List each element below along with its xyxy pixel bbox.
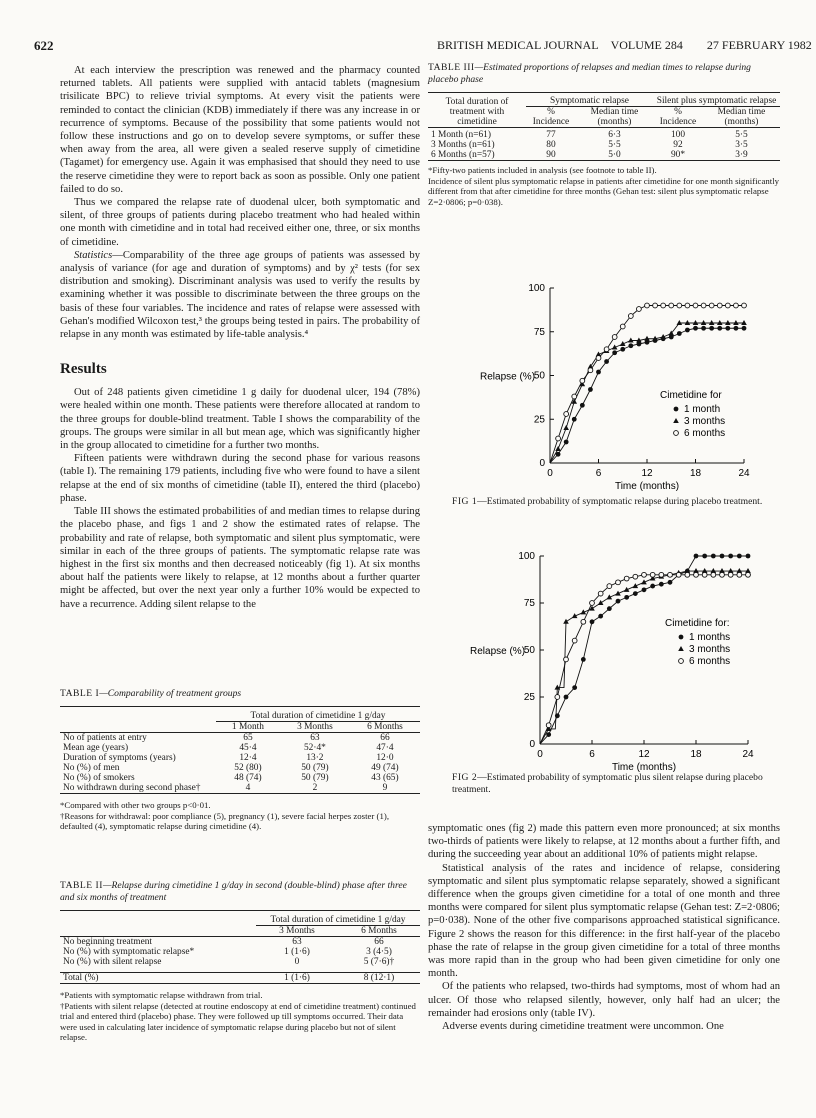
data-point-6-months xyxy=(607,584,612,589)
figure-2-caption: FIG 2—Estimated probability of symptomatic plus silent relapse during placebo treatment. xyxy=(452,772,763,795)
y-tick-label: 100 xyxy=(518,551,535,562)
data-point-6-months xyxy=(659,572,664,577)
data-point-3-months xyxy=(563,619,569,624)
y-tick-label: 50 xyxy=(533,370,545,382)
data-point-6-months xyxy=(572,638,577,643)
data-point-6-months xyxy=(637,307,642,312)
x-axis-label: Time (months) xyxy=(611,762,677,773)
table-3-footnote: *Fifty-two patients included in analysis (see footnote to table II). xyxy=(428,165,657,175)
data-point-3-months xyxy=(725,320,731,325)
table-1 xyxy=(60,688,420,832)
data-point-1-month xyxy=(694,554,699,559)
x-tick-label: 24 xyxy=(738,468,750,479)
data-point-1-month xyxy=(642,587,647,592)
table-2-col: 3 Months xyxy=(279,926,315,936)
data-point-6-months xyxy=(628,314,633,319)
data-point-6-months xyxy=(685,572,690,577)
data-point-6-months xyxy=(717,303,722,308)
y-tick-label: 50 xyxy=(523,645,535,656)
table-1-col: 1 Month xyxy=(231,722,264,732)
table-row: 1 Month (n=61) 77 6·3 100 5·5 xyxy=(431,130,748,140)
data-point-1-month xyxy=(572,417,577,422)
table-1-grid xyxy=(60,711,420,794)
y-axis-label: Relapse (%) xyxy=(480,371,536,383)
data-point-6-months xyxy=(650,572,655,577)
data-point-1-month xyxy=(717,326,722,331)
data-point-1-month xyxy=(709,326,714,331)
table-3-sub: % Incidence xyxy=(659,107,697,127)
series-line xyxy=(550,306,744,464)
table-1-caption: TABLE I—Comparability of treatment groups xyxy=(60,688,242,699)
table-row: No (%) with silent relapse 0 5 (7·6)† xyxy=(63,957,395,967)
data-point-6-months xyxy=(546,723,551,728)
data-point-6-months xyxy=(661,303,666,308)
data-point-6-months xyxy=(645,303,650,308)
body-paragraph: Table III shows the estimated probabilities of and median times to relapse during the placebo phase, and figs 1 and 2 show the estimated rates of relapse. The probability and rate of relapse, both symptomatic and silent plus symptomatic, were similar in each of the three groups of patients. The symptomatic relapse rate was highest in the first six months and then decreased noticeably (fig 1). At six months about half the patients were likely to relapse, at 12 months about a further quarter might be affected, but over the next year only a further 10% would be expected to have a recurrence. Adding silent relapse to the xyxy=(60,506,420,610)
left-column xyxy=(60,64,420,611)
results-heading: Results xyxy=(60,361,107,378)
x-tick-label: 6 xyxy=(589,749,595,760)
data-point-3-months xyxy=(628,338,634,343)
body-paragraph: Fifteen patients were withdrawn during the second phase for various reasons (table I). The remaining 179 patients, including five who were found to have a silent relapse at the end of six months of cimetidine (table II), entered the third (placebo) phase. xyxy=(60,453,420,504)
x-tick-label: 18 xyxy=(689,468,702,479)
data-point-1-month xyxy=(728,554,733,559)
data-point-6-months xyxy=(572,394,577,399)
data-point-6-months xyxy=(668,572,673,577)
data-point-3-months xyxy=(563,425,569,430)
table-row: Duration of symptoms (years) 12·4 13·2 12·0 xyxy=(63,753,394,763)
data-point-1-month xyxy=(746,554,751,559)
data-point-6-months xyxy=(677,303,682,308)
data-point-3-months xyxy=(677,320,683,325)
table-2-group-header: Total duration of cimetidine 1 g/day xyxy=(256,915,420,926)
data-point-1-month xyxy=(679,635,684,640)
data-point-6-months xyxy=(612,335,617,340)
data-point-1-month xyxy=(546,732,551,737)
data-point-6-months xyxy=(604,347,609,352)
data-point-1-month xyxy=(624,595,629,600)
table-row: No (%) of men 52 (80) 50 (79) 49 (74) xyxy=(63,763,399,773)
table-row: 6 Months (n=57) 90 5·0 90* 3·9 xyxy=(428,150,780,161)
table-2-grid xyxy=(60,915,420,984)
data-point-1-month xyxy=(564,695,569,700)
data-point-1-month xyxy=(620,347,625,352)
y-tick-label: 100 xyxy=(528,283,545,294)
x-tick-label: 12 xyxy=(641,468,653,479)
body-paragraph: Adverse events during cimetidine treatment were uncommon. One xyxy=(442,1021,724,1033)
data-point-6-months xyxy=(556,436,561,441)
body-paragraph: At each interview the prescription was renewed and the pharmacy counted returned tablets. All patients were supplied with antacid tablets (magnesium trisilicate BPC) to relieve trivial symptoms. At every visit the patients were reminded to contact the clinician (KDB) immediately if there was any increase in or recurrence of symptoms. Because of the possibility that some patients would not follow these instructions and go on to develop severe symptoms, or suffer these when away from the area, all were given a sealed reserve supply of cimetidine (Tagamet) for emergency use. Again it was emphasised that should they need to use the reserve cimetidine they were to report back as soon as possible. Only one patient failed to do so. xyxy=(60,65,420,195)
data-point-6-months xyxy=(679,659,684,664)
data-point-1-month xyxy=(701,326,706,331)
data-point-3-months xyxy=(741,320,747,325)
table-row: No of patients at entry 65 63 66 xyxy=(63,733,390,743)
data-point-3-months xyxy=(555,446,561,451)
data-point-6-months xyxy=(742,303,747,308)
x-tick-label: 0 xyxy=(537,749,543,760)
data-point-6-months xyxy=(709,303,714,308)
table-3-grid xyxy=(428,96,780,161)
table-3-group: Symptomatic relapse xyxy=(526,96,653,107)
y-tick-label: 0 xyxy=(529,739,535,750)
data-point-1-month xyxy=(674,407,679,412)
data-point-1-month xyxy=(580,403,585,408)
journal-name: BRITISH MEDICAL JOURNAL xyxy=(437,38,599,52)
data-point-3-months xyxy=(678,646,684,651)
legend-label: 1 months xyxy=(689,632,731,643)
data-point-1-month xyxy=(668,580,673,585)
data-point-6-months xyxy=(701,303,706,308)
data-point-6-months xyxy=(728,572,733,577)
table-row: Mean age (years) 45·4 52·4* 47·4 xyxy=(63,743,394,753)
data-point-6-months xyxy=(580,378,585,383)
data-point-6-months xyxy=(746,572,751,577)
figure-1-caption: FIG 1—Estimated probability of symptomatic relapse during placebo treatment. xyxy=(452,496,763,507)
data-point-1-month xyxy=(628,343,633,348)
data-point-1-month xyxy=(588,387,593,392)
table-3-sub: Median time (months) xyxy=(717,107,766,127)
table-1-footnote: †Reasons for withdrawal: poor compliance (5), pregnancy (1), severe facial herpes zoster (1), defaulted (4), symptomatic relapse during cimetidine (4). xyxy=(60,810,390,832)
data-point-6-months xyxy=(711,572,716,577)
body-paragraph: symptomatic ones (fig 2) made this pattern even more pronounced; at six months two-thirds of patients were likely to relapse, at 12 months about a further fifth, and during the succeeding year about an additional 10% of patients might relapse. xyxy=(428,823,780,861)
journal-volume: VOLUME 284 xyxy=(610,38,683,52)
data-point-6-months xyxy=(555,695,560,700)
data-point-6-months xyxy=(642,572,647,577)
body-paragraph: Out of 248 patients given cimetidine 1 g daily for duodenal ulcer, 194 (78%) were healed within one month. These patients were therefore allocated at random to the three groups for double-blind treatment. Table I shows the comparability of the groups. The groups were similar in all but mean age, which was significantly higher in the group allocated to cimetidine for a further two months. xyxy=(60,387,420,452)
data-point-1-month xyxy=(720,554,725,559)
data-point-1-month xyxy=(612,350,617,355)
data-point-6-months xyxy=(676,572,681,577)
data-point-6-months xyxy=(693,303,698,308)
data-point-1-month xyxy=(734,326,739,331)
data-point-6-months xyxy=(620,324,625,329)
data-point-1-month xyxy=(650,584,655,589)
data-point-1-month xyxy=(737,554,742,559)
data-point-1-month xyxy=(607,606,612,611)
data-point-6-months xyxy=(588,368,593,373)
data-point-6-months xyxy=(564,657,569,662)
body-paragraph: Of the patients who relapsed, two-thirds had symptoms, most of whom had an ulcer. Of those who relapsed silently, however, only half had an ulcer; the remainder had erosions only (table IV). xyxy=(428,981,780,1019)
data-point-6-months xyxy=(653,303,658,308)
data-point-1-month xyxy=(725,326,730,331)
legend-label: 3 months xyxy=(684,416,726,427)
y-tick-label: 75 xyxy=(523,598,535,609)
page-number: 622 xyxy=(34,38,54,53)
table-1-col: 6 Months xyxy=(367,722,403,732)
running-header xyxy=(437,38,812,53)
data-point-6-months xyxy=(737,572,742,577)
table-2 xyxy=(60,880,420,1043)
data-point-1-month xyxy=(711,554,716,559)
y-axis-label: Relapse (%) xyxy=(470,646,526,657)
table-2-col: 6 Months xyxy=(361,926,397,936)
x-tick-label: 18 xyxy=(690,749,702,760)
data-point-3-months xyxy=(644,336,650,341)
data-point-1-month xyxy=(564,440,569,445)
journal-date: 27 FEBRUARY 1982 xyxy=(706,38,812,52)
table-row: No (%) of smokers 48 (74) 50 (79) 43 (65) xyxy=(63,773,399,783)
data-point-1-month xyxy=(742,326,747,331)
y-tick-label: 25 xyxy=(523,692,535,703)
table-2-footnote: †Patients with silent relapse (detected at routine endoscopy at end of cimetidine treatment) continued trial and entered third (placebo) phase. They were followed up till symptoms occurred. Their data were used in calculating later incidence of symptomatic relapse during placebo but not of silent relapse. xyxy=(60,1000,416,1043)
data-point-6-months xyxy=(734,303,739,308)
table-1-group-header: Total duration of cimetidine 1 g/day xyxy=(216,711,420,722)
figure-1-chart xyxy=(440,278,780,493)
data-point-6-months xyxy=(624,576,629,581)
statistics-lead: Statistics xyxy=(74,249,113,261)
legend-label: 6 months xyxy=(684,428,726,439)
data-point-6-months xyxy=(669,303,674,308)
table-3-group: Silent plus symptomatic relapse xyxy=(653,96,780,107)
data-point-6-months xyxy=(702,572,707,577)
y-tick-label: 0 xyxy=(539,458,545,469)
data-point-6-months xyxy=(616,580,621,585)
data-point-1-month xyxy=(604,359,609,364)
data-point-6-months xyxy=(685,303,690,308)
table-3 xyxy=(428,62,780,207)
table-1-col: 3 Months xyxy=(297,722,333,732)
x-tick-label: 0 xyxy=(547,468,553,479)
right-column xyxy=(428,822,780,1033)
data-point-1-month xyxy=(572,685,577,690)
data-point-1-month xyxy=(616,599,621,604)
data-point-1-month xyxy=(581,657,586,662)
data-point-6-months xyxy=(590,601,595,606)
data-point-6-months xyxy=(596,356,601,361)
data-point-1-month xyxy=(596,370,601,375)
data-point-3-months xyxy=(717,320,723,325)
legend-label: 3 months xyxy=(689,644,731,655)
legend-label: 1 month xyxy=(684,404,721,415)
data-point-6-months xyxy=(674,431,679,436)
table-total-row: Total (%) 1 (1·6) 8 (12·1) xyxy=(60,973,420,984)
data-point-3-months xyxy=(673,418,679,423)
y-tick-label: 25 xyxy=(533,414,545,426)
data-point-1-month xyxy=(659,582,664,587)
table-row: No withdrawn during second phase† 4 2 9 xyxy=(60,783,420,794)
x-tick-label: 12 xyxy=(638,749,650,760)
table-2-caption: TABLE II—Relapse during cimetidine 1 g/day in second (double-blind) phase after three and six months of treatment xyxy=(60,880,407,903)
body-paragraph: Thus we compared the relapse rate of duodenal ulcer, both symptomatic and silent, of three groups of patients during placebo treatment who had healed within one month with cimetidine and in total had received either one, three, or six months of cimetidine. xyxy=(60,197,420,248)
table-3-caption: TABLE III—Estimated proportions of relapses and median times to relapse during placebo phase xyxy=(428,62,751,85)
body-paragraph: Statistics—Comparability of the three age groups of patients was assessed by analysis of variance (for age and duration of symptoms) and by χ² tests (for sex distribution and smoking). Discriminant analysis was used to verify the results by examining whether it was possible to discriminate between the three groups on the basis of these four variables. The incidence and rates of relapse were assessed with Gehan's modified Wilcoxon test,³ the groups being tested in pairs. The probability of relapse in any month was estimated by life-table analysis.⁴ xyxy=(60,249,420,341)
table-3-sub: % Incidence xyxy=(532,107,570,127)
table-3-row-header: Total duration of treatment with cimetidine xyxy=(445,96,509,127)
data-point-6-months xyxy=(633,574,638,579)
legend-title: Cimetidine for: xyxy=(665,618,730,629)
x-tick-label: 6 xyxy=(595,468,602,479)
legend-title: Cimetidine for xyxy=(660,390,722,401)
y-tick-label: 75 xyxy=(533,326,545,338)
data-point-6-months xyxy=(694,572,699,577)
body-paragraph: Statistical analysis of the rates and incidence of relapse, considering symptomatic and silent plus symptomatic relapse separately, showed a significant difference when the groups given cimetidine for a total of one month and three months were compared for silent plus symptomatic relapse (Gehan test: Z=2·0806; p=0·038). None of the other five comparisons approached statistical significance. Figure 2 shows the reason for this difference: in the first half-year of the placebo phase the rate of relapse in the group given cimetidine for a total of three months was more rapid than in the group who had been given cimetidine for only one month. xyxy=(428,862,780,980)
data-point-3-months xyxy=(701,320,707,325)
table-row: 3 Months (n=61) 80 5·5 92 3·5 xyxy=(431,140,748,150)
data-point-6-months xyxy=(720,572,725,577)
data-point-6-months xyxy=(598,591,603,596)
table-3-footnote: Incidence of silent plus symptomatic relapse in patients after cimetidine for one month significantly different from that after cimetidine for three months (Gehan test: silent plus symptomatic relapse Z=2·0806; p=0·038). xyxy=(428,175,780,207)
data-point-3-months xyxy=(685,320,691,325)
data-point-1-month xyxy=(598,614,603,619)
data-point-1-month xyxy=(702,554,707,559)
data-point-1-month xyxy=(693,326,698,331)
data-point-1-month xyxy=(633,591,638,596)
table-1-footnote: *Compared with other two groups p<0·01. xyxy=(60,800,211,810)
data-point-3-months xyxy=(693,320,699,325)
data-point-6-months xyxy=(564,412,569,417)
data-point-6-months xyxy=(725,303,730,308)
legend-label: 6 months xyxy=(689,656,731,667)
table-3-sub: Median time (months) xyxy=(590,107,639,127)
table-2-footnote: *Patients with symptomatic relapse withdrawn from trial. xyxy=(60,990,263,1000)
table-row: No beginning treatment 63 66 xyxy=(63,937,384,947)
data-point-1-month xyxy=(685,328,690,333)
x-axis-label: Time (months) xyxy=(614,481,680,492)
x-tick-label: 24 xyxy=(742,749,754,760)
table-row: No (%) with symptomatic relapse* 1 (1·6) 3 (4·5) xyxy=(63,947,392,957)
data-point-1-month xyxy=(590,619,595,624)
data-point-1-month xyxy=(677,331,682,336)
data-point-6-months xyxy=(581,619,586,624)
data-point-3-months xyxy=(598,600,604,605)
data-point-3-months xyxy=(709,320,715,325)
data-point-3-months xyxy=(733,320,739,325)
figure-2-chart xyxy=(440,546,780,776)
